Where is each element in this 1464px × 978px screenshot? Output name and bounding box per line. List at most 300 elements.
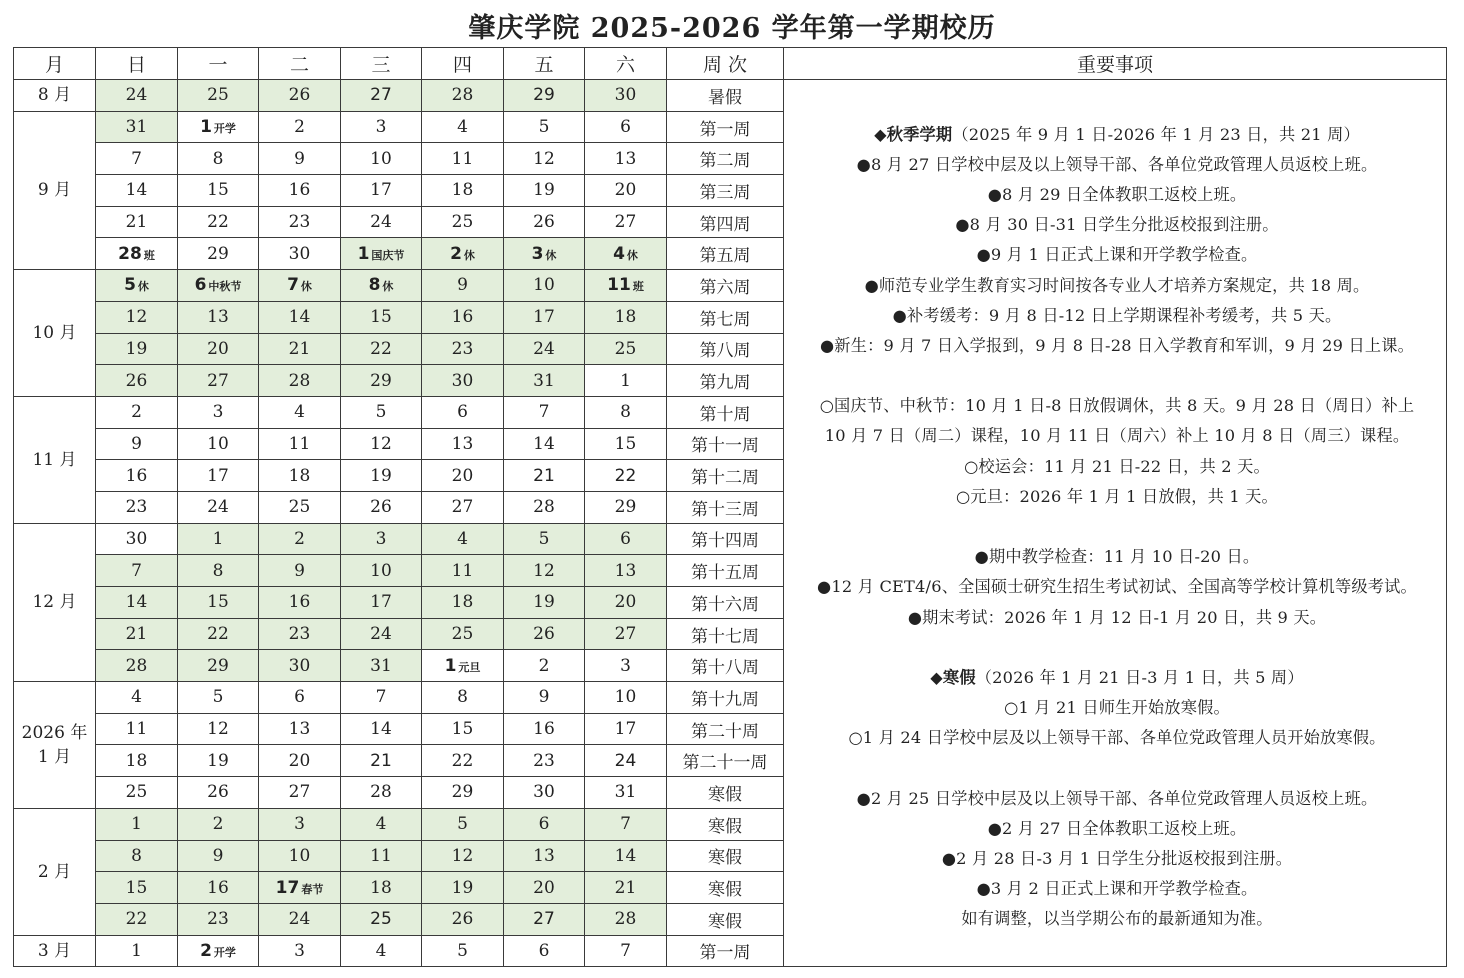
day-cell: 9 bbox=[504, 682, 585, 714]
day-tag: 开学 bbox=[213, 122, 236, 136]
day-cell: 21 bbox=[585, 872, 667, 904]
day-cell: 12 bbox=[504, 143, 585, 175]
week-label: 第一周 bbox=[667, 935, 784, 967]
day-cell: 23 bbox=[96, 491, 178, 523]
week-label: 寒假 bbox=[667, 872, 784, 904]
header-row bbox=[14, 48, 1447, 80]
day-cell: 27 bbox=[585, 206, 667, 238]
note-text: ●期中教学检查：11 月 10 日-20 日。 bbox=[974, 547, 1260, 567]
header-thursday: 四 bbox=[422, 48, 504, 80]
calendar-row bbox=[14, 80, 1447, 112]
day-cell: 13 bbox=[259, 713, 341, 745]
note-line bbox=[794, 452, 1440, 482]
note-text: ○元旦：2026 年 1 月 1 日放假，共 1 天。 bbox=[956, 486, 1278, 506]
day-cell: 13 bbox=[178, 301, 259, 333]
day-cell: 18 bbox=[341, 872, 422, 904]
week-label: 寒假 bbox=[667, 777, 784, 809]
day-cell: 6 bbox=[422, 396, 504, 428]
note-text: ●期末考试：2026 年 1 月 12 日-1 月 20 日，共 9 天。 bbox=[907, 607, 1327, 627]
note-line bbox=[794, 120, 1440, 150]
week-label: 第十一周 bbox=[667, 428, 784, 460]
day-cell: 21 bbox=[259, 333, 341, 365]
day-cell: 21 bbox=[341, 745, 422, 777]
day-cell: 19 bbox=[341, 460, 422, 492]
week-label: 第二十一周 bbox=[667, 745, 784, 777]
week-label: 第二周 bbox=[667, 143, 784, 175]
week-label: 第四周 bbox=[667, 206, 784, 238]
day-cell: 15 bbox=[178, 587, 259, 619]
note-heading: ◆秋季学期 bbox=[874, 124, 953, 144]
day-cell: 18 bbox=[259, 460, 341, 492]
day-number: 7 bbox=[287, 275, 299, 296]
day-cell: 12 bbox=[504, 555, 585, 587]
day-cell: 3 bbox=[341, 111, 422, 143]
day-cell: 12 bbox=[422, 840, 504, 872]
day-cell: 7 bbox=[341, 682, 422, 714]
day-cell: 16 bbox=[259, 175, 341, 207]
day-cell: 31 bbox=[341, 650, 422, 682]
day-cell: 19 bbox=[178, 745, 259, 777]
note-line bbox=[794, 240, 1440, 270]
day-cell: 26 bbox=[96, 365, 178, 397]
day-cell: 27 bbox=[422, 491, 504, 523]
day-cell bbox=[585, 238, 667, 270]
note-line bbox=[794, 391, 1440, 421]
day-cell: 28 bbox=[504, 491, 585, 523]
note-text: ●2 月 27 日全体教职工返校上班。 bbox=[987, 818, 1247, 838]
day-cell: 1 bbox=[96, 808, 178, 840]
day-cell: 13 bbox=[585, 143, 667, 175]
day-cell bbox=[178, 270, 259, 302]
day-cell: 5 bbox=[504, 523, 585, 555]
day-tag: 开学 bbox=[213, 945, 236, 959]
note-text: ●3 月 2 日正式上课和开学教学检查。 bbox=[976, 879, 1258, 899]
day-cell: 1 bbox=[178, 523, 259, 555]
note-text: ●补考缓考：9 月 8 日-12 日上学期课程补考缓考，共 5 天。 bbox=[892, 305, 1342, 325]
note-line bbox=[794, 572, 1440, 602]
day-cell: 31 bbox=[96, 111, 178, 143]
day-cell: 5 bbox=[341, 396, 422, 428]
day-cell: 9 bbox=[422, 270, 504, 302]
day-tag: 国庆节 bbox=[371, 248, 405, 262]
note-line bbox=[794, 844, 1440, 874]
day-cell: 29 bbox=[422, 777, 504, 809]
day-cell: 30 bbox=[259, 238, 341, 270]
day-cell bbox=[504, 238, 585, 270]
header-saturday: 六 bbox=[585, 48, 667, 80]
day-cell bbox=[341, 270, 422, 302]
header-monday: 一 bbox=[178, 48, 259, 80]
day-cell: 6 bbox=[585, 523, 667, 555]
day-cell: 23 bbox=[504, 745, 585, 777]
day-number: 28 bbox=[118, 243, 142, 264]
day-cell: 17 bbox=[178, 460, 259, 492]
day-cell: 4 bbox=[341, 935, 422, 967]
day-cell: 17 bbox=[341, 587, 422, 619]
note-text: ●8 月 30 日-31 日学生分批返校报到注册。 bbox=[955, 215, 1279, 235]
month-label: 3 月 bbox=[14, 935, 96, 967]
day-number: 17 bbox=[275, 877, 300, 898]
important-notes-panel bbox=[784, 80, 1447, 967]
day-cell: 2 bbox=[504, 650, 585, 682]
note-text: ●2 月 25 日学校中层及以上领导干部、各单位党政管理人员返校上班。 bbox=[856, 788, 1378, 808]
month-label: 10 月 bbox=[14, 270, 96, 397]
day-cell: 17 bbox=[504, 301, 585, 333]
note-text: ○校运会：11 月 21 日-22 日，共 2 天。 bbox=[964, 456, 1270, 476]
day-cell: 18 bbox=[422, 175, 504, 207]
day-cell: 7 bbox=[504, 396, 585, 428]
day-cell: 23 bbox=[259, 206, 341, 238]
day-cell: 11 bbox=[96, 713, 178, 745]
day-number: 8 bbox=[368, 275, 381, 296]
note-line bbox=[794, 663, 1440, 693]
day-cell: 30 bbox=[259, 650, 341, 682]
day-cell: 6 bbox=[504, 808, 585, 840]
week-label: 暑假 bbox=[667, 80, 784, 112]
day-cell: 28 bbox=[422, 80, 504, 112]
header-friday: 五 bbox=[504, 48, 585, 80]
day-cell: 5 bbox=[178, 682, 259, 714]
day-cell bbox=[422, 650, 504, 682]
note-text: ●12 月 CET4/6、全国硕士研究生招生考试初试、全国高等学校计算机等级考试。 bbox=[817, 577, 1417, 597]
day-cell: 3 bbox=[178, 396, 259, 428]
day-cell: 9 bbox=[178, 840, 259, 872]
day-cell: 9 bbox=[259, 555, 341, 587]
note-line bbox=[794, 180, 1440, 210]
week-label: 第十周 bbox=[667, 396, 784, 428]
day-cell: 26 bbox=[504, 618, 585, 650]
week-label: 第七周 bbox=[667, 301, 784, 333]
week-label: 第五周 bbox=[667, 238, 784, 270]
day-cell: 10 bbox=[178, 428, 259, 460]
day-cell: 20 bbox=[585, 587, 667, 619]
day-tag: 中秋节 bbox=[208, 280, 242, 294]
day-number: 6 bbox=[194, 275, 207, 296]
day-cell bbox=[259, 270, 341, 302]
day-cell: 1 bbox=[96, 935, 178, 967]
day-cell: 17 bbox=[585, 713, 667, 745]
day-tag: 休 bbox=[463, 248, 475, 262]
day-cell: 22 bbox=[341, 333, 422, 365]
note-line bbox=[794, 784, 1440, 814]
week-label: 第十九周 bbox=[667, 682, 784, 714]
week-label: 第十二周 bbox=[667, 460, 784, 492]
note-line bbox=[794, 603, 1440, 633]
week-label: 第十六周 bbox=[667, 587, 784, 619]
day-cell: 21 bbox=[96, 618, 178, 650]
note-line bbox=[794, 512, 1440, 542]
day-cell: 13 bbox=[422, 428, 504, 460]
day-cell: 27 bbox=[504, 903, 585, 935]
note-line bbox=[794, 754, 1440, 784]
week-label: 第三周 bbox=[667, 175, 784, 207]
note-text: ○1 月 21 日师生开始放寒假。 bbox=[1004, 698, 1230, 718]
day-cell: 21 bbox=[504, 460, 585, 492]
note-line bbox=[794, 331, 1440, 361]
day-cell: 29 bbox=[585, 491, 667, 523]
day-cell bbox=[259, 872, 341, 904]
day-tag: 休 bbox=[545, 248, 557, 262]
day-cell: 24 bbox=[178, 491, 259, 523]
note-text: ○1 月 24 日学校中层及以上领导干部、各单位党政管理人员开始放寒假。 bbox=[848, 728, 1386, 748]
day-cell: 16 bbox=[422, 301, 504, 333]
day-cell: 4 bbox=[422, 523, 504, 555]
day-cell: 26 bbox=[422, 903, 504, 935]
day-cell: 5 bbox=[422, 808, 504, 840]
day-cell: 27 bbox=[341, 80, 422, 112]
day-cell: 16 bbox=[259, 587, 341, 619]
note-line bbox=[794, 874, 1440, 904]
day-cell: 4 bbox=[341, 808, 422, 840]
day-cell bbox=[96, 270, 178, 302]
day-cell: 25 bbox=[422, 206, 504, 238]
day-cell: 6 bbox=[585, 111, 667, 143]
week-label: 第九周 bbox=[667, 365, 784, 397]
day-tag: 春节 bbox=[301, 882, 324, 896]
note-text: （2026 年 1 月 21 日-3 月 1 日，共 5 周） bbox=[975, 667, 1304, 687]
day-tag: 休 bbox=[137, 280, 149, 294]
day-cell: 25 bbox=[341, 903, 422, 935]
day-cell: 10 bbox=[504, 270, 585, 302]
day-cell: 3 bbox=[585, 650, 667, 682]
month-label: 2 月 bbox=[14, 808, 96, 935]
note-line bbox=[794, 421, 1440, 451]
day-cell: 27 bbox=[259, 777, 341, 809]
month-label: 8 月 bbox=[14, 80, 96, 112]
day-number: 3 bbox=[531, 243, 544, 264]
note-text: ○国庆节、中秋节：10 月 1 日-8 日放假调休，共 8 天。9 月 28 日（周日）补上 bbox=[819, 396, 1415, 416]
week-label: 第一周 bbox=[667, 111, 784, 143]
month-label: 11 月 bbox=[14, 396, 96, 523]
day-cell: 4 bbox=[422, 111, 504, 143]
day-cell: 10 bbox=[259, 840, 341, 872]
day-cell: 14 bbox=[585, 840, 667, 872]
day-cell: 24 bbox=[585, 745, 667, 777]
day-cell: 11 bbox=[422, 143, 504, 175]
header-week-number: 周 次 bbox=[667, 48, 784, 80]
day-cell: 30 bbox=[422, 365, 504, 397]
day-tag: 休 bbox=[300, 280, 312, 294]
day-cell: 28 bbox=[585, 903, 667, 935]
week-label: 寒假 bbox=[667, 808, 784, 840]
week-label: 第十三周 bbox=[667, 491, 784, 523]
day-cell: 5 bbox=[504, 111, 585, 143]
week-label: 寒假 bbox=[667, 903, 784, 935]
day-cell: 6 bbox=[504, 935, 585, 967]
day-cell: 21 bbox=[96, 206, 178, 238]
week-label: 第十七周 bbox=[667, 618, 784, 650]
day-cell: 29 bbox=[341, 365, 422, 397]
month-label: 9 月 bbox=[14, 111, 96, 269]
day-cell: 23 bbox=[259, 618, 341, 650]
day-number: 2 bbox=[200, 940, 212, 961]
day-cell: 8 bbox=[178, 143, 259, 175]
day-cell: 25 bbox=[422, 618, 504, 650]
note-text: ●8 月 27 日学校中层及以上领导干部、各单位党政管理人员返校上班。 bbox=[856, 154, 1378, 174]
header-important-notes: 重要事项 bbox=[784, 48, 1447, 80]
day-cell: 31 bbox=[504, 365, 585, 397]
day-cell: 30 bbox=[585, 80, 667, 112]
day-cell: 14 bbox=[96, 587, 178, 619]
note-line bbox=[794, 693, 1440, 723]
day-cell: 18 bbox=[96, 745, 178, 777]
day-cell: 16 bbox=[178, 872, 259, 904]
day-cell: 10 bbox=[341, 555, 422, 587]
day-tag: 班 bbox=[632, 280, 644, 294]
header-wednesday: 三 bbox=[341, 48, 422, 80]
day-cell: 24 bbox=[341, 618, 422, 650]
note-line bbox=[794, 633, 1440, 663]
day-cell bbox=[178, 111, 259, 143]
day-cell: 1 bbox=[585, 365, 667, 397]
day-cell: 19 bbox=[504, 175, 585, 207]
day-cell: 14 bbox=[96, 175, 178, 207]
day-cell: 2 bbox=[178, 808, 259, 840]
day-number: 2 bbox=[450, 243, 462, 264]
day-cell: 2 bbox=[259, 111, 341, 143]
note-line bbox=[794, 271, 1440, 301]
day-cell: 20 bbox=[422, 460, 504, 492]
day-cell: 29 bbox=[178, 650, 259, 682]
note-text: ●新生：9 月 7 日入学报到，9 月 8 日-28 日入学教育和军训，9 月 29 日上课。 bbox=[819, 335, 1414, 355]
day-cell bbox=[178, 935, 259, 967]
day-number: 1 bbox=[357, 243, 370, 264]
day-cell: 24 bbox=[341, 206, 422, 238]
day-cell: 22 bbox=[178, 206, 259, 238]
day-cell: 15 bbox=[96, 872, 178, 904]
day-cell: 8 bbox=[178, 555, 259, 587]
note-line bbox=[794, 482, 1440, 512]
day-cell: 24 bbox=[504, 333, 585, 365]
day-cell: 22 bbox=[96, 903, 178, 935]
day-cell: 14 bbox=[259, 301, 341, 333]
day-cell: 22 bbox=[585, 460, 667, 492]
day-cell: 28 bbox=[96, 650, 178, 682]
day-cell: 15 bbox=[585, 428, 667, 460]
day-cell: 20 bbox=[178, 333, 259, 365]
day-cell: 16 bbox=[96, 460, 178, 492]
day-cell: 20 bbox=[504, 872, 585, 904]
day-cell: 16 bbox=[504, 713, 585, 745]
day-cell: 30 bbox=[504, 777, 585, 809]
day-cell: 5 bbox=[422, 935, 504, 967]
day-cell: 31 bbox=[585, 777, 667, 809]
note-text: ●8 月 29 日全体教职工返校上班。 bbox=[987, 184, 1247, 204]
day-cell: 15 bbox=[341, 301, 422, 333]
day-cell: 24 bbox=[96, 80, 178, 112]
day-cell: 29 bbox=[504, 80, 585, 112]
day-cell: 26 bbox=[504, 206, 585, 238]
week-label: 寒假 bbox=[667, 840, 784, 872]
day-cell bbox=[341, 238, 422, 270]
day-cell: 9 bbox=[96, 428, 178, 460]
day-tag: 班 bbox=[143, 248, 155, 262]
day-number: 5 bbox=[124, 275, 136, 296]
month-label: 2026 年 1 月 bbox=[14, 682, 96, 809]
note-text: 如有调整，以当学期公布的最新通知为准。 bbox=[961, 909, 1273, 929]
week-label: 第十四周 bbox=[667, 523, 784, 555]
header-month: 月 bbox=[14, 48, 96, 80]
day-cell bbox=[585, 270, 667, 302]
week-label: 第十八周 bbox=[667, 650, 784, 682]
day-cell: 4 bbox=[259, 396, 341, 428]
header-sunday: 日 bbox=[96, 48, 178, 80]
day-cell: 9 bbox=[259, 143, 341, 175]
week-label: 第二十周 bbox=[667, 713, 784, 745]
day-cell bbox=[96, 238, 178, 270]
day-cell: 20 bbox=[585, 175, 667, 207]
day-cell: 15 bbox=[178, 175, 259, 207]
day-cell: 25 bbox=[585, 333, 667, 365]
day-cell: 26 bbox=[341, 491, 422, 523]
calendar-body bbox=[14, 80, 1447, 967]
note-line bbox=[794, 542, 1440, 572]
calendar-table bbox=[13, 47, 1447, 967]
day-cell: 3 bbox=[259, 808, 341, 840]
month-label: 12 月 bbox=[14, 523, 96, 681]
day-cell: 12 bbox=[96, 301, 178, 333]
day-cell: 26 bbox=[259, 80, 341, 112]
day-cell: 19 bbox=[96, 333, 178, 365]
note-text: ●师范专业学生教育实习时间按各专业人才培养方案规定，共 18 周。 bbox=[864, 275, 1370, 295]
day-cell: 3 bbox=[341, 523, 422, 555]
note-line bbox=[794, 904, 1440, 934]
note-line bbox=[794, 150, 1440, 180]
day-tag: 元旦 bbox=[458, 660, 481, 674]
day-cell: 22 bbox=[422, 745, 504, 777]
day-cell: 22 bbox=[178, 618, 259, 650]
day-cell: 7 bbox=[585, 808, 667, 840]
note-heading: ◆寒假 bbox=[930, 667, 976, 687]
day-cell: 12 bbox=[341, 428, 422, 460]
day-cell: 13 bbox=[504, 840, 585, 872]
note-text: 10 月 7 日（周二）课程，10 月 11 日（周六）补上 10 月 8 日（周三）课程。 bbox=[824, 426, 1410, 446]
day-cell: 14 bbox=[341, 713, 422, 745]
note-line bbox=[794, 814, 1440, 844]
day-cell: 27 bbox=[585, 618, 667, 650]
day-cell: 7 bbox=[96, 143, 178, 175]
day-number: 1 bbox=[444, 655, 457, 676]
day-cell: 14 bbox=[504, 428, 585, 460]
day-cell: 8 bbox=[96, 840, 178, 872]
day-number: 1 bbox=[200, 117, 212, 138]
day-cell: 23 bbox=[422, 333, 504, 365]
day-cell: 18 bbox=[422, 587, 504, 619]
week-label: 第八周 bbox=[667, 333, 784, 365]
note-text: ●2 月 28 日-3 月 1 日学生分批返校报到注册。 bbox=[941, 849, 1293, 869]
day-cell: 4 bbox=[96, 682, 178, 714]
day-cell: 25 bbox=[96, 777, 178, 809]
day-cell: 27 bbox=[178, 365, 259, 397]
day-cell bbox=[422, 238, 504, 270]
day-cell: 13 bbox=[585, 555, 667, 587]
note-text: （2025 年 9 月 1 日-2026 年 1 月 23 日，共 21 周） bbox=[952, 124, 1360, 144]
day-cell: 19 bbox=[422, 872, 504, 904]
day-cell: 8 bbox=[585, 396, 667, 428]
day-cell: 23 bbox=[178, 903, 259, 935]
note-line bbox=[794, 210, 1440, 240]
day-cell: 10 bbox=[341, 143, 422, 175]
day-number: 4 bbox=[613, 243, 625, 264]
note-line bbox=[794, 301, 1440, 331]
note-line bbox=[794, 723, 1440, 753]
day-cell: 11 bbox=[422, 555, 504, 587]
note-text: ●9 月 1 日正式上课和开学教学检查。 bbox=[976, 245, 1258, 265]
header-tuesday: 二 bbox=[259, 48, 341, 80]
day-cell: 30 bbox=[96, 523, 178, 555]
day-cell: 29 bbox=[178, 238, 259, 270]
day-cell: 28 bbox=[259, 365, 341, 397]
